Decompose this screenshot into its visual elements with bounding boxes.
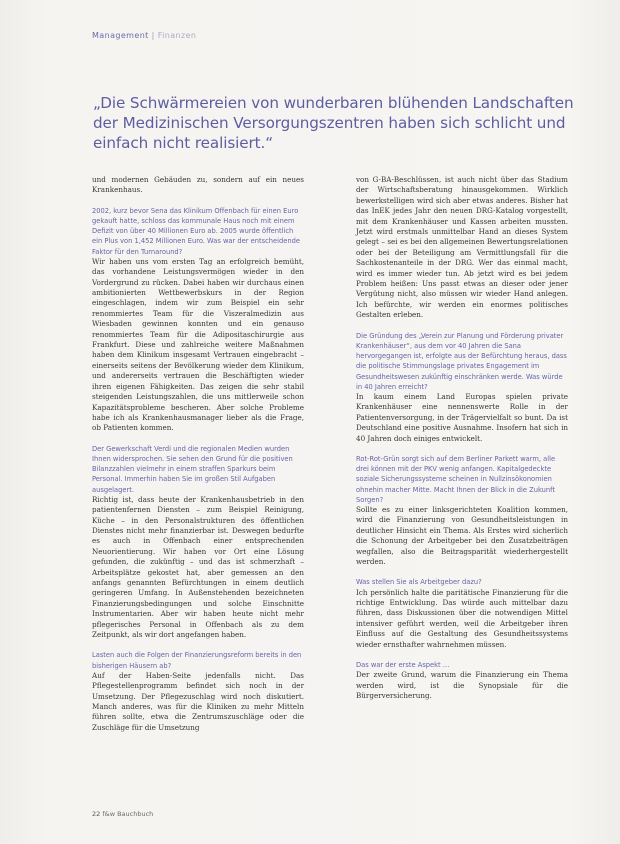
page-footer — [92, 810, 153, 818]
publication-name: f&w Bauchbuch — [102, 810, 154, 818]
interview-answer: In kaum einem Land Europas spielen private Krankenhäuser eine nennenswerte Rolle in der Patientenversorgung, in der Trägervielfalt so bunt. Da ist Deutschland eine positive Ausnahme. Insofern hat sich in 40 Jahren doch einiges entwickelt. — [356, 391, 568, 443]
interview-answer: Auf der Haben-Seite jedenfalls nicht. Das Pflegestellenprogramm befindet sich noch in der Umsetzung. Der Pflegezuschlag wird noch diskutiert. Manch anderes, was für die Kliniken zu mehr Mitteln führen sollte, etwa die Zentrumszuschläge oder die Zuschläge für die Umsetzung — [92, 670, 304, 732]
interview-answer: von G-BA-Beschlüssen, ist auch nicht über das Stadium der Wirtschaftsberatung hinausgekommen. Wirklich bewerkstelligen wird sich aber etwas anderes. Bisher hat das InEK jedes Jahr den neuen DRG-Katalog vorgestellt, mit dem Krankenhäuser und Kassen arbeiten mussten. Jetzt wird erstmals unmittelbar Hand an dieses System gelegt – sei es bei den allgemeinen Bewertungsrelationen oder bei der Beteiligung am Vermittlungsfall für die Sachkostenanteile in der DRG. Wer das einmal macht, wird es immer wieder tun. Ab jetzt wird es bei jedem Problem heißen: Uns passt etwas an dieser oder jener Vergütung nicht, also müssen wir wieder Hand anlegen. Ich befürchte, wir werden ein enormes politisches Gestalten erleben. — [356, 175, 568, 320]
left-column — [92, 175, 304, 743]
subsection-label: Finanzen — [157, 31, 197, 40]
interview-answer: Wir haben uns vom ersten Tag an erfolgreich bemüht, das vorhandene Leistungsvermögen wieder in den Vordergrund zu rücken. Dabei haben wir durchaus einen ambitionierten Wettbewerbskurs in der Region eingeschlagen, indem wir zum Beispiel ein sehr renommiertes Team für die Viszeralmedizin aus Wiesbaden gewinnen konnten und ein genauso renommiertes Team für die Adipositaschirurgie aus Frankfurt. Diese und zahlreiche weitere Maßnahmen haben dem Klinikum insgesamt Vertrauen eingebracht – einerseits seitens der Bevölkerung wieder dem Klinikum, und andererseits vertrauen die Beschäftigten wieder ihren eigenen Fähigkeiten. Das zeigen die sehr stabil steigenden Leistungszahlen, die uns mittlerweile schon Kapazitätsprobleme bescheren. Aber solche Probleme habe ich als Krankenhausmanager lieber als die Frage, ob Patienten kommen. — [92, 256, 304, 433]
interview-question: Was stellen Sie als Arbeitgeber dazu? — [356, 578, 482, 587]
interview-question: Das war der erste Aspekt … — [356, 661, 450, 670]
interview-answer: Richtig ist, dass heute der Krankenhausbetrieb in den patientenfernen Diensten – zum Beispiel Reinigung, Küche – in den Personalstrukturen des öffentlichen Dienstes nicht mehr finanzierbar ist. Deswegen bedurfte es auch in Offenbach einer entsprechenden Neuorientierung. Wir haben vor Ort eine Lösung gefunden, die zukünftig – und das ist schmerzhaft – Arbeitsplätze gekostet hat, aber gemessen an den anfangs genannten Befürchtungen in einem deutlich geringeren Umfang. In Außenstehenden bezeichneten Finanzierungsbedingungen und solche Einschnitte Instrumentarien. Aber wir haben heute nicht mehr pflegerisches Personal in Offenbach als zu dem Zeitpunkt, als wir dort angefangen haben. — [92, 494, 304, 640]
section-header — [92, 31, 196, 40]
section-separator: | — [148, 31, 158, 40]
section-label: Management — [92, 31, 149, 40]
right-column — [356, 175, 568, 711]
interview-answer: Sollte es zu einer linksgerichteten Koalition kommen, wird die Finanzierung von Gesundheitsleistungen in deutlicher Hinsicht ein Thema. Als Erstes wird sicherlich die Schonung der Arbeitgeber bei den Zusatzbeiträgen wegfallen, also die Beitragsparität wiederhergestellt werden. — [356, 504, 568, 566]
page-number: 22 — [92, 810, 101, 818]
interview-answer: Der zweite Grund, warum die Finanzierung ein Thema werden wird, ist die Synopsiale für die Bürgerversicherung. — [356, 670, 568, 701]
interview-answer: Ich persönlich halte die paritätische Finanzierung für die richtige Entwicklung. Das würde auch mittelbar dazu führen, dass Diskussionen über die notwendigen Mittel intensiver geführt werden, weil die Arbeitgeber ihren Einfluss auf die Gestaltung des Gesundheitssystems wieder ernsthafter wahrnehmen müssen. — [356, 587, 568, 649]
interview-question: Rot-Rot-Grün sorgt sich auf dem Berliner Parkett warm, alle drei können mit der PKV wenig anfangen. Kapitalgedeckte soziale Sicherungssysteme scheinen in Nullzinsökonomien ohnehin macher Mitte. Macht Ihnen der Blick in die Zukunft Sorgen? — [356, 454, 556, 504]
pull-quote: „Die Schwärmereien von wunderbaren blühenden Landschaften der Medizinischen Versorgungszentren haben sich schlicht und einfach nicht realisiert.“ — [93, 94, 574, 152]
interview-question: Der Gewerkschaft Verdi und die regionalen Medien wurden Ihnen widersprochen. Sie sehen den Grund für die positiven Bilanzzahlen vielmehr in einem straffen Sparkurs beim Personal. Immerhin haben Sie im großen Stil Aufgaben ausgelagert. — [92, 444, 293, 494]
interview-answer: und modernen Gebäuden zu, sondern auf ein neues Krankenhaus. — [92, 175, 304, 195]
interview-question: Lasten auch die Folgen der Finanzierungsreform bereits in den bisherigen Häusern ab? — [92, 651, 302, 670]
interview-question: 2002, kurz bevor Sena das Klinikum Offenbach für einen Euro gekauft hatte, schloss das kommunale Haus noch mit einem Defizit von über 40 Millionen Euro ab. 2005 wurde öffentlich ein Plus von 1,452 Millionen Euro. Was war der entscheidende Faktor für den Turnaround? — [92, 206, 300, 256]
interview-question: Die Gründung des „Verein zur Planung und Förderung privater Krankenhäuser“, aus dem vor 40 Jahren die Sana hervorgegangen ist, erfolgte aus der Befürchtung heraus, dass die politische Stimmungslage privates Engagement im Gesundheitswesen zukünftig einschränken werde. Was würde in 40 Jahren erreicht? — [356, 331, 567, 391]
